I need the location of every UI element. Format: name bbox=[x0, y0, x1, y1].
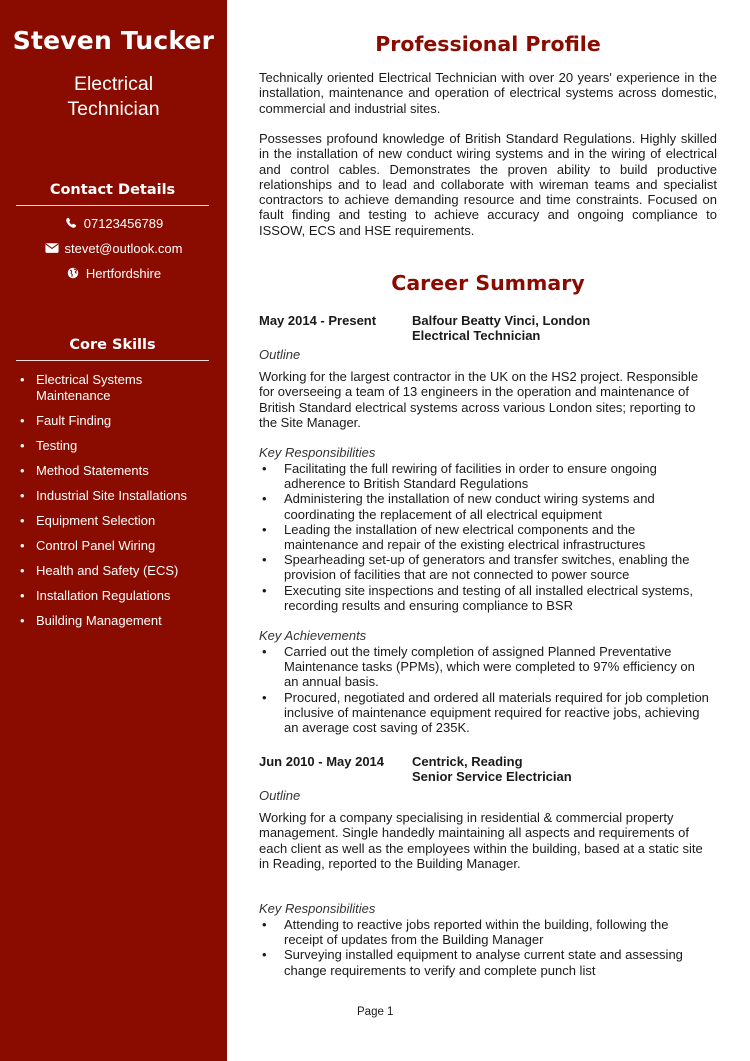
skill-item: • Health and Safety (ECS) bbox=[18, 563, 218, 579]
contact-email bbox=[0, 241, 227, 256]
skill-item: • Control Panel Wiring bbox=[18, 538, 218, 554]
profile-paragraph-1: Technically oriented Electrical Technician with over 20 years' experience in the installation, maintenance and operation of electrical systems across domestic, commercial and industrial sites. bbox=[259, 70, 717, 116]
skill-item: • Equipment Selection bbox=[18, 513, 218, 529]
achievement-item: • Procured, negotiated and ordered all materials required for job completion inclusive of maintenance equipment required for reactive jobs, achieving an average cost saving of 235K. bbox=[259, 690, 709, 736]
skill-item: • Building Management bbox=[18, 613, 218, 629]
candidate-title-line1: Electrical bbox=[73, 73, 154, 95]
candidate-title-line2: Technician bbox=[67, 98, 160, 120]
contact-heading: Contact Details bbox=[16, 182, 209, 206]
globe-icon bbox=[66, 267, 80, 279]
job-responsibilities-list bbox=[259, 917, 709, 978]
skills-heading: Core Skills bbox=[16, 337, 209, 361]
contact-phone bbox=[0, 216, 227, 231]
skill-item: • Electrical Systems Maintenance bbox=[18, 372, 218, 403]
job-achievements-list bbox=[259, 644, 709, 735]
job-achievements-label: Key Achievements bbox=[259, 628, 367, 643]
skill-item: • Fault Finding bbox=[18, 413, 218, 429]
achievement-item: • Carried out the timely completion of assigned Planned Preventative Maintenance tasks (PPMs), which were completed to 97% efficiency on an annual basis. bbox=[259, 644, 709, 690]
job-employer: Centrick, Reading bbox=[412, 754, 523, 769]
job-outline-label: Outline bbox=[259, 347, 301, 362]
sidebar bbox=[0, 0, 227, 1061]
responsibility-item: • Executing site inspections and testing of all installed electrical systems, recording results and ensuring compliance to BSR bbox=[259, 583, 709, 613]
contact-location bbox=[0, 266, 227, 281]
profile-paragraph-2: Possesses profound knowledge of British Standard Regulations. Highly skilled in the installation of new conduct wiring systems and in the wiring of electrical and control cables. Demonstrates the proven ability to build productive relationships and to lead and collaborate with wireman teams and specialist contractors to achieve demanding resource and time constraints. Focused on fault finding and testing to achieve accuracy and ongoing compliance to ISSOW, ECS and HSE requirements. bbox=[259, 131, 717, 238]
page-number: Page 1 bbox=[357, 1006, 394, 1018]
job-role: Electrical Technician bbox=[412, 328, 541, 343]
job-responsibilities-label: Key Responsibilities bbox=[259, 445, 376, 460]
job-dates: May 2014 - Present bbox=[259, 313, 377, 328]
phone-number[interactable]: 07123456789 bbox=[83, 216, 164, 231]
candidate-name: Steven Tucker bbox=[12, 26, 215, 55]
location-text: Hertfordshire bbox=[85, 266, 162, 281]
job-outline: Working for the largest contractor in the UK on the HS2 project. Responsible for overseeing a team of 13 engineers in the operation and maintenance of British Standard electrical systems across various London sites; reporting to the Site Manager. bbox=[259, 369, 699, 430]
career-heading: Career Summary bbox=[391, 271, 585, 295]
responsibility-item: • Leading the installation of new electrical components and the maintenance and repair of the existing electrical infrastructures bbox=[259, 522, 709, 552]
responsibility-item: • Administering the installation of new conduct wiring systems and coordinating the replacement of all electrical equipment bbox=[259, 491, 709, 521]
skill-item: • Industrial Site Installations bbox=[18, 488, 218, 504]
job-responsibilities-list bbox=[259, 461, 709, 613]
skills-list bbox=[18, 372, 218, 638]
job-responsibilities-label: Key Responsibilities bbox=[259, 901, 376, 916]
candidate-title bbox=[0, 72, 227, 122]
responsibility-item: • Facilitating the full rewiring of facilities in order to ensure ongoing adherence to British Standard Regulations bbox=[259, 461, 709, 491]
skill-item: • Installation Regulations bbox=[18, 588, 218, 604]
job-outline-label: Outline bbox=[259, 788, 301, 803]
email-address[interactable]: stevet@outlook.com bbox=[64, 241, 183, 256]
responsibility-item: • Spearheading set-up of generators and transfer switches, enabling the provision of facilities that are not connected to power source bbox=[259, 552, 709, 582]
responsibility-item: • Surveying installed equipment to analyse current state and assessing change requirements to verify and complete punch list bbox=[259, 947, 709, 977]
job-dates: Jun 2010 - May 2014 bbox=[259, 754, 385, 769]
job-role: Senior Service Electrician bbox=[412, 769, 572, 784]
envelope-icon bbox=[45, 242, 59, 254]
phone-icon bbox=[64, 217, 78, 229]
job-outline: Working for a company specialising in residential & commercial property management. Single handedly maintaining all aspects and requirements of each client as well as the employees within the building, based at a static site in Reading, reported to the Building Manager. bbox=[259, 810, 703, 871]
job-employer: Balfour Beatty Vinci, London bbox=[412, 313, 591, 328]
skill-item: • Testing bbox=[18, 438, 218, 454]
skill-item: • Method Statements bbox=[18, 463, 218, 479]
responsibility-item: • Attending to reactive jobs reported within the building, following the receipt of updates from the Building Manager bbox=[259, 917, 709, 947]
profile-heading: Professional Profile bbox=[375, 32, 601, 56]
